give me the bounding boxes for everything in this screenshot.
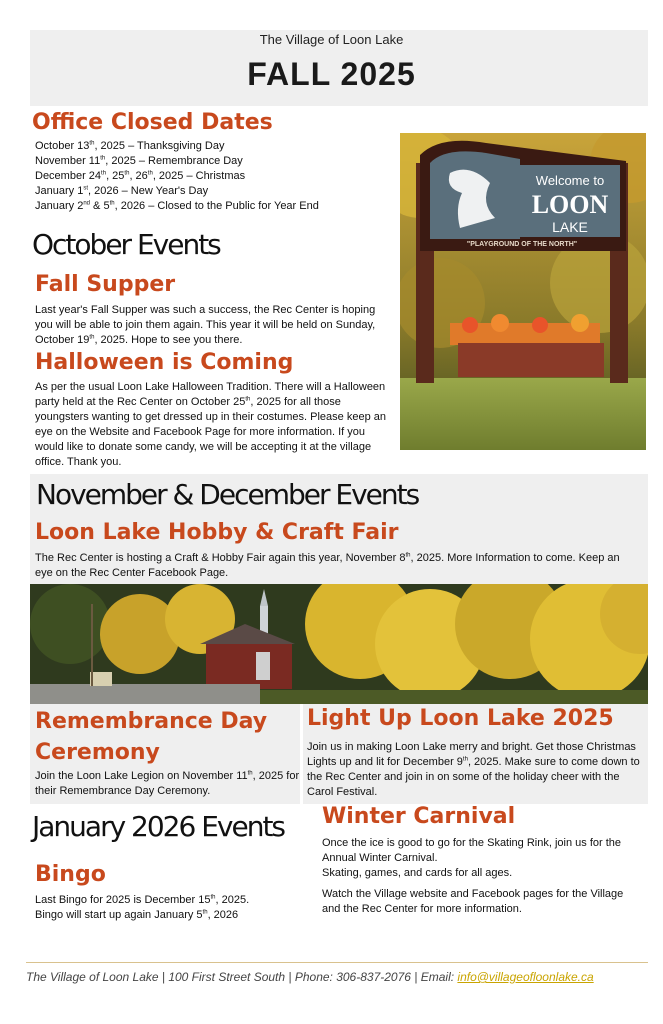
office-closed-list (35, 139, 319, 214)
halloween-title: Halloween is Coming (35, 350, 294, 375)
light-up-body: Join us in making Loon Lake merry and bright. Get those Christmas Lights up and lit for December 9th, 2025. Make sure to come down to the Rec Center and join in on some of the holiday cheer with the Carol Festival. (307, 741, 640, 798)
village-name: The Village of Loon Lake (259, 32, 404, 47)
church-autumn-photo (30, 584, 648, 704)
craft-fair-body: The Rec Center is hosting a Craft & Hobby Fair again this year, November 8th, 2025. More Information to come. Keep an eye on the Rec Center Facebook Page. (35, 552, 620, 579)
closed-item: January 2nd & 5th, 2026 – Closed to the Public for Year End (35, 200, 319, 212)
footer-divider (26, 962, 648, 963)
winter-carnival-body: Once the ice is good to go for the Skating Rink, join us for the Annual Winter Carnival. Skating, games, and cards for all ages. (322, 837, 622, 879)
bingo-title: Bingo (35, 862, 106, 887)
novdec-events-title: November & December Events (36, 478, 419, 511)
bingo-body: Last Bingo for 2025 is December 15th, 2025. Bingo will start up again January 5th, 2026 (35, 894, 250, 921)
fall-supper-body: Last year's Fall Supper was such a success, the Rec Center is hoping you will be able to join them again. This year it will be held on Sunday, October 19th, 2025. Hope to see you there. (35, 304, 376, 346)
winter-carnival-title: Winter Carnival (322, 804, 516, 829)
sign-lake-text: LAKE (552, 219, 588, 235)
page-title: FALL 2025 (247, 56, 416, 92)
remembrance-body: Join the Loon Lake Legion on November 11th, 2025 for their Remembrance Day Ceremony. (35, 770, 300, 797)
fall-supper-title: Fall Supper (35, 272, 176, 297)
office-closed-title: Office Closed Dates (32, 110, 273, 135)
welcome-sign-photo (400, 133, 646, 450)
closed-item: December 24th, 25th, 26th, 2025 – Christmas (35, 170, 246, 182)
footer (26, 970, 648, 984)
light-up-title: Light Up Loon Lake 2025 (307, 706, 614, 731)
winter-carnival-info: Watch the Village website and Facebook pages for the Village and the Rec Center for more information. (322, 888, 624, 915)
sign-loon-text: LOON (531, 190, 609, 219)
closed-item: November 11th, 2025 – Remembrance Day (35, 155, 243, 167)
halloween-body: As per the usual Loon Lake Halloween Tradition. There will a Halloween party held at the Rec Center on October 25th, 2025 for all those youngsters wanting to get dressed up in their costumes. Please keep an eye on the Website and Facebook Page for more information. If you would like to donate some candy, we will be accepting it at the village office. Thank you. (35, 381, 386, 468)
craft-fair-title: Loon Lake Hobby & Craft Fair (35, 520, 399, 545)
closed-item: October 13th, 2025 – Thanksgiving Day (35, 140, 225, 152)
january-events-title: January 2026 Events (32, 810, 285, 843)
sign-welcome-text: Welcome to (535, 173, 605, 188)
sign-tagline-text: "PLAYGROUND OF THE NORTH" (466, 241, 578, 248)
closed-item: January 1st, 2026 – New Year's Day (35, 185, 209, 197)
footer-text: The Village of Loon Lake | 100 First Street South | Phone: 306-837-2076 | Email: (26, 970, 458, 984)
email-link[interactable]: info@villageofloonlake.ca (457, 970, 594, 984)
remembrance-title: Remembrance Day Ceremony (35, 709, 268, 765)
october-events-title: October Events (32, 228, 220, 261)
